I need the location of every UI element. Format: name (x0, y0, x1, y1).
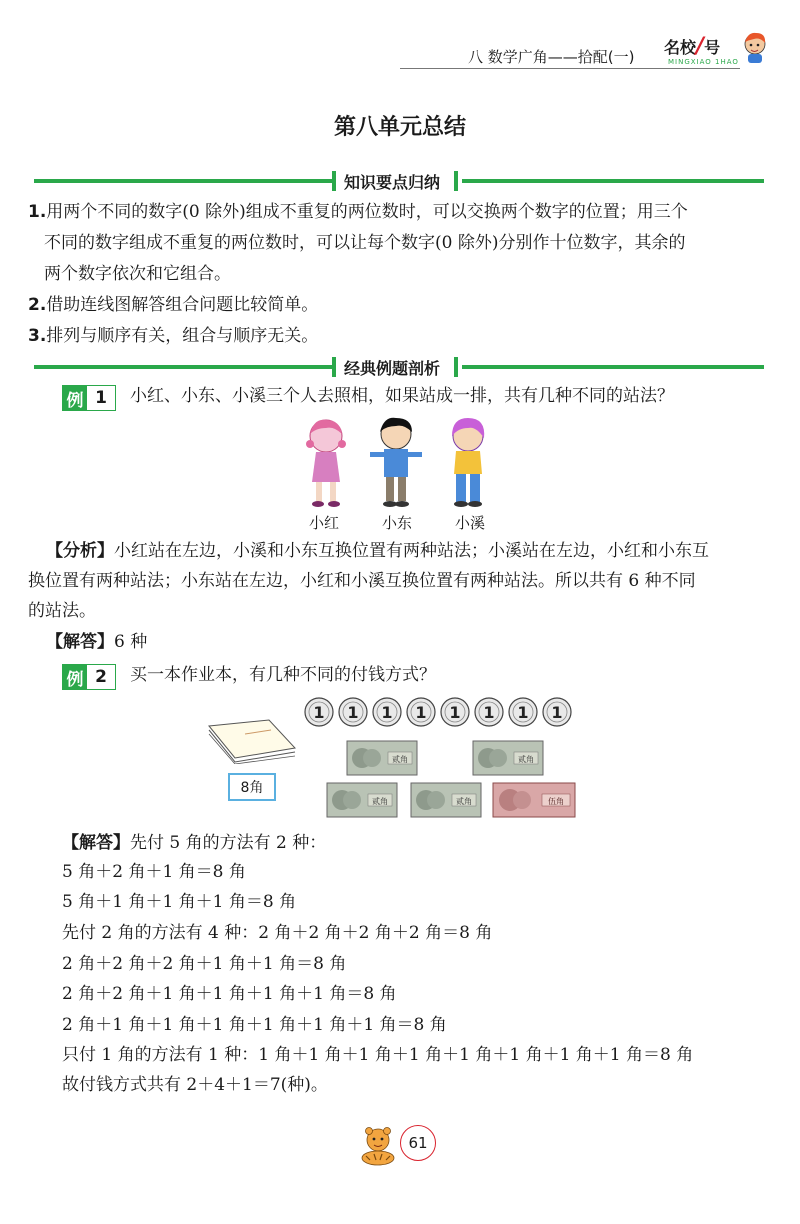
analysis-line-3: 的站法。 (28, 601, 96, 621)
section-cap-right (454, 171, 458, 191)
analysis-tag: 【分析】 (46, 541, 114, 561)
note-label: 贰角 (456, 797, 472, 806)
kid-name-label: 小红 (309, 514, 340, 532)
answer-text: 6 种 (114, 632, 148, 652)
section-divider-right (462, 365, 764, 369)
answer-line: 5 角＋2 角＋1 角＝8 角 (62, 862, 246, 882)
knowledge-point-3 (28, 321, 318, 352)
answer-line: 5 角＋1 角＋1 角＋1 角＝8 角 (62, 892, 297, 912)
two-jiao-note-icon (410, 782, 482, 818)
kid-name-label: 小溪 (455, 514, 486, 532)
section-heading-knowledge: 知识要点归纳 (344, 173, 441, 192)
example-2-question: 买一本作业本，有几种不同的付钱方式？ (130, 665, 436, 685)
one-jiao-coin-icon (542, 697, 572, 727)
analysis-line-1 (46, 536, 709, 567)
coin-value: 1 (415, 703, 427, 722)
price-label-box: 8角 (228, 773, 276, 801)
coin-value: 1 (347, 703, 359, 722)
coin-value: 1 (313, 703, 325, 722)
one-jiao-coin-icon (304, 697, 334, 727)
two-jiao-note-icon (346, 740, 418, 776)
knowledge-point-2 (28, 290, 318, 321)
point-line: 排列与顺序有关，组合与顺序无关。 (46, 326, 319, 346)
point-line: 用两个不同的数字(0 除外)组成不重复的两位数时，可以交换两个数字的位置；用三个 (46, 202, 688, 222)
example-badge-number: 2 (95, 667, 107, 687)
section-cap-left (332, 357, 336, 377)
unit-heading: 八 数学广角——拾配(一) (468, 48, 635, 66)
answer-line: 先付 2 角的方法有 4 种：2 角＋2 角＋2 角＋2 角＝8 角 (62, 923, 493, 943)
example-2-answer-intro (62, 828, 326, 859)
coin-row (304, 697, 594, 731)
section-cap-left (332, 171, 336, 191)
coin-value: 1 (449, 703, 461, 722)
point-number: 1. (28, 202, 47, 222)
example-badge-number: 1 (95, 388, 107, 408)
point-number: 2. (28, 295, 47, 315)
section-cap-right (454, 357, 458, 377)
kid-name-label: 小东 (382, 514, 413, 532)
two-jiao-note-icon (472, 740, 544, 776)
answer-tag: 【解答】 (62, 833, 130, 853)
coin-value: 1 (483, 703, 495, 722)
answer-line: 2 角＋2 角＋1 角＋1 角＋1 角＋1 角＝8 角 (62, 984, 397, 1004)
note-label: 贰角 (372, 797, 388, 806)
analysis-line-2: 换位置有两种站法；小东站在左边，小红和小溪互换位置有两种站法。所以共有 6 种不同 (28, 571, 696, 591)
one-jiao-coin-icon (338, 697, 368, 727)
page-title: 第八单元总结 (333, 115, 466, 140)
example-badge-char: 例 (63, 665, 87, 689)
mascot-head-icon (742, 30, 768, 64)
one-jiao-coin-icon (474, 697, 504, 727)
coin-value: 1 (381, 703, 393, 722)
coin-value: 1 (551, 703, 563, 722)
brand-subtitle: MINGXIAO 1HAO (668, 58, 739, 66)
point-number: 3. (28, 326, 47, 346)
example-1-answer (46, 627, 147, 658)
example-badge-char: 例 (63, 386, 87, 410)
note-label: 贰角 (518, 755, 534, 764)
knowledge-point-1 (28, 197, 688, 290)
note-label: 贰角 (392, 755, 408, 764)
two-jiao-note-icon (326, 782, 398, 818)
section-heading-examples: 经典例题剖析 (344, 359, 441, 378)
one-jiao-coin-icon (508, 697, 538, 727)
note-label: 伍角 (548, 797, 564, 806)
five-jiao-note-icon (492, 782, 576, 818)
one-jiao-coin-icon (372, 697, 402, 727)
brand-text-b: 号 (704, 38, 721, 57)
page-number: 61 (400, 1125, 436, 1161)
notebook-icon (205, 718, 297, 764)
header-rule (400, 68, 740, 69)
boy-xiaodong-figure (370, 418, 422, 507)
answer-line: 故付钱方式共有 2＋4＋1＝7(种)。 (62, 1075, 328, 1095)
answer-tag: 【解答】 (46, 632, 114, 652)
one-jiao-coin-icon (406, 697, 436, 727)
answer-line: 2 角＋2 角＋2 角＋1 角＋1 角＝8 角 (62, 954, 347, 974)
point-line: 两个数字依次和它组合。 (44, 264, 231, 284)
answer-line: 2 角＋1 角＋1 角＋1 角＋1 角＋1 角＋1 角＝8 角 (62, 1015, 447, 1035)
answer-text: 先付 5 角的方法有 2 种： (130, 833, 327, 853)
girl-xiaohong-figure (306, 420, 346, 507)
example-1-badge (62, 385, 116, 411)
point-line: 不同的数字组成不重复的两位数时，可以让每个数字(0 除外)分别作十位数字，其余的 (44, 233, 686, 253)
section-divider-right (462, 179, 764, 183)
brand-slash: / (696, 34, 705, 59)
brand-logo (664, 34, 720, 59)
children-illustration (296, 416, 506, 512)
answer-line: 只付 1 角的方法有 1 种：1 角＋1 角＋1 角＋1 角＋1 角＋1 角＋1 角＋1 角＝8 角 (62, 1045, 694, 1065)
girl-xiaoxi-figure (452, 418, 484, 507)
one-jiao-coin-icon (440, 697, 470, 727)
tiger-mascot-icon (358, 1126, 400, 1166)
point-line: 借助连线图解答组合问题比较简单。 (46, 295, 319, 315)
section-divider-left (34, 365, 332, 369)
example-1-question: 小红、小东、小溪三个人去照相，如果站成一排，共有几种不同的站法？ (130, 386, 674, 406)
section-divider-left (34, 179, 332, 183)
analysis-text: 小红站在左边，小溪和小东互换位置有两种站法；小溪站在左边，小红和小东互 (114, 541, 709, 561)
coin-value: 1 (517, 703, 529, 722)
brand-text-a: 名校 (664, 38, 697, 57)
example-2-badge (62, 664, 116, 690)
